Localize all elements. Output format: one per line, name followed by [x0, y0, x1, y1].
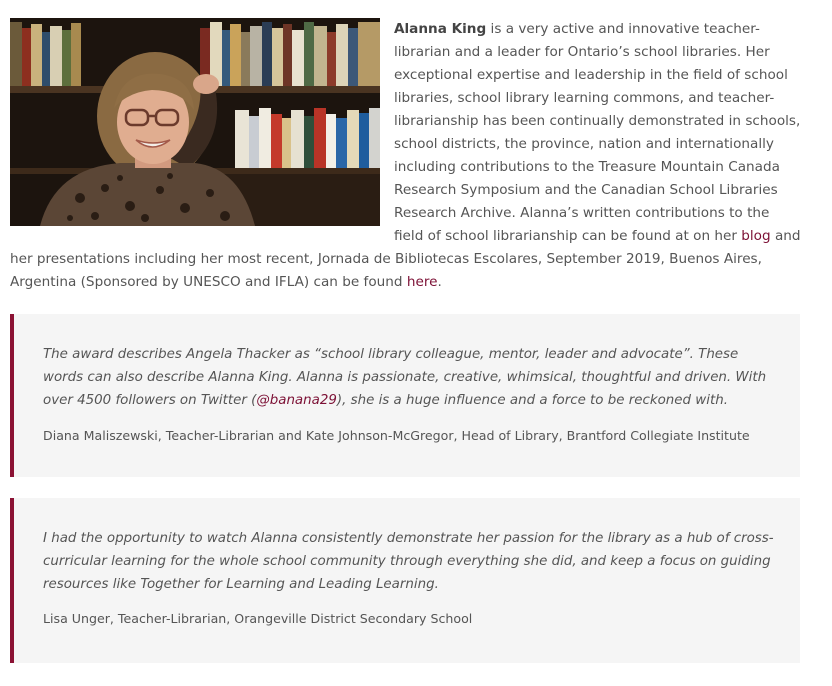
presentations-here-link[interactable]: here — [406, 274, 438, 290]
testimonial-1-attribution: Diana Maliszewski, Teacher-Librarian and Kate Johnson-McGregor, Head of Library, Brantford Collegiate Institute — [43, 428, 750, 443]
bio-name: Alanna King — [394, 21, 487, 37]
testimonial-quote-1 — [10, 314, 800, 477]
blog-link[interactable]: blog — [741, 228, 771, 244]
bio-text-part-3: . — [437, 274, 442, 290]
portrait-photo — [10, 18, 380, 226]
testimonial-2-text: I had the opportunity to watch Alanna consistently demonstrate her passion for the library as a hub of cross-curricular learning for the whole school community through everything she did, and keep a focus on guiding resources like Together for Learning and Leading Learning. — [43, 531, 774, 592]
testimonial-1-text-part-2: ), she is a huge influence and a force to be reckoned with. — [336, 393, 728, 408]
bio-text-part-1: is a very active and innovative teacher-librarian and a leader for Ontario’s school libraries. Her exceptional expertise and leadership in the field of school libraries, school library learning commons, and teacher-librarianship has been continually demonstrated in schools, school districts, the province, nation and internationally including contributions to the Treasure Mountain Canada Research Symposium and the Canadian School Libraries Research Archive. Alanna’s written contributions to the field of school librarianship can be found at on her — [394, 21, 801, 244]
testimonial-2-attribution: Lisa Unger, Teacher-Librarian, Orangeville District Secondary School — [43, 611, 473, 626]
bio-text-part-2: and her presentations including her most recent, Jornada de Bibliotecas Escolares, September 2019, Buenos Aires, Argentina (Sponsored by UNESCO and IFLA) can be found — [10, 228, 801, 290]
bio-section — [10, 18, 802, 294]
twitter-handle-link[interactable]: @banana29 — [256, 393, 337, 408]
portrait-image — [10, 18, 380, 226]
testimonial-quote-2 — [10, 498, 800, 663]
testimonial-1-text-part-1: The award describes Angela Thacker as “school library colleague, mentor, leader and advocate”. These words can also describe Alanna King. Alanna is passionate, creative, whimsical, thoughtful and driven. With over 4500 followers on Twitter ( — [43, 347, 767, 408]
testimonial-1-text — [43, 314, 780, 412]
